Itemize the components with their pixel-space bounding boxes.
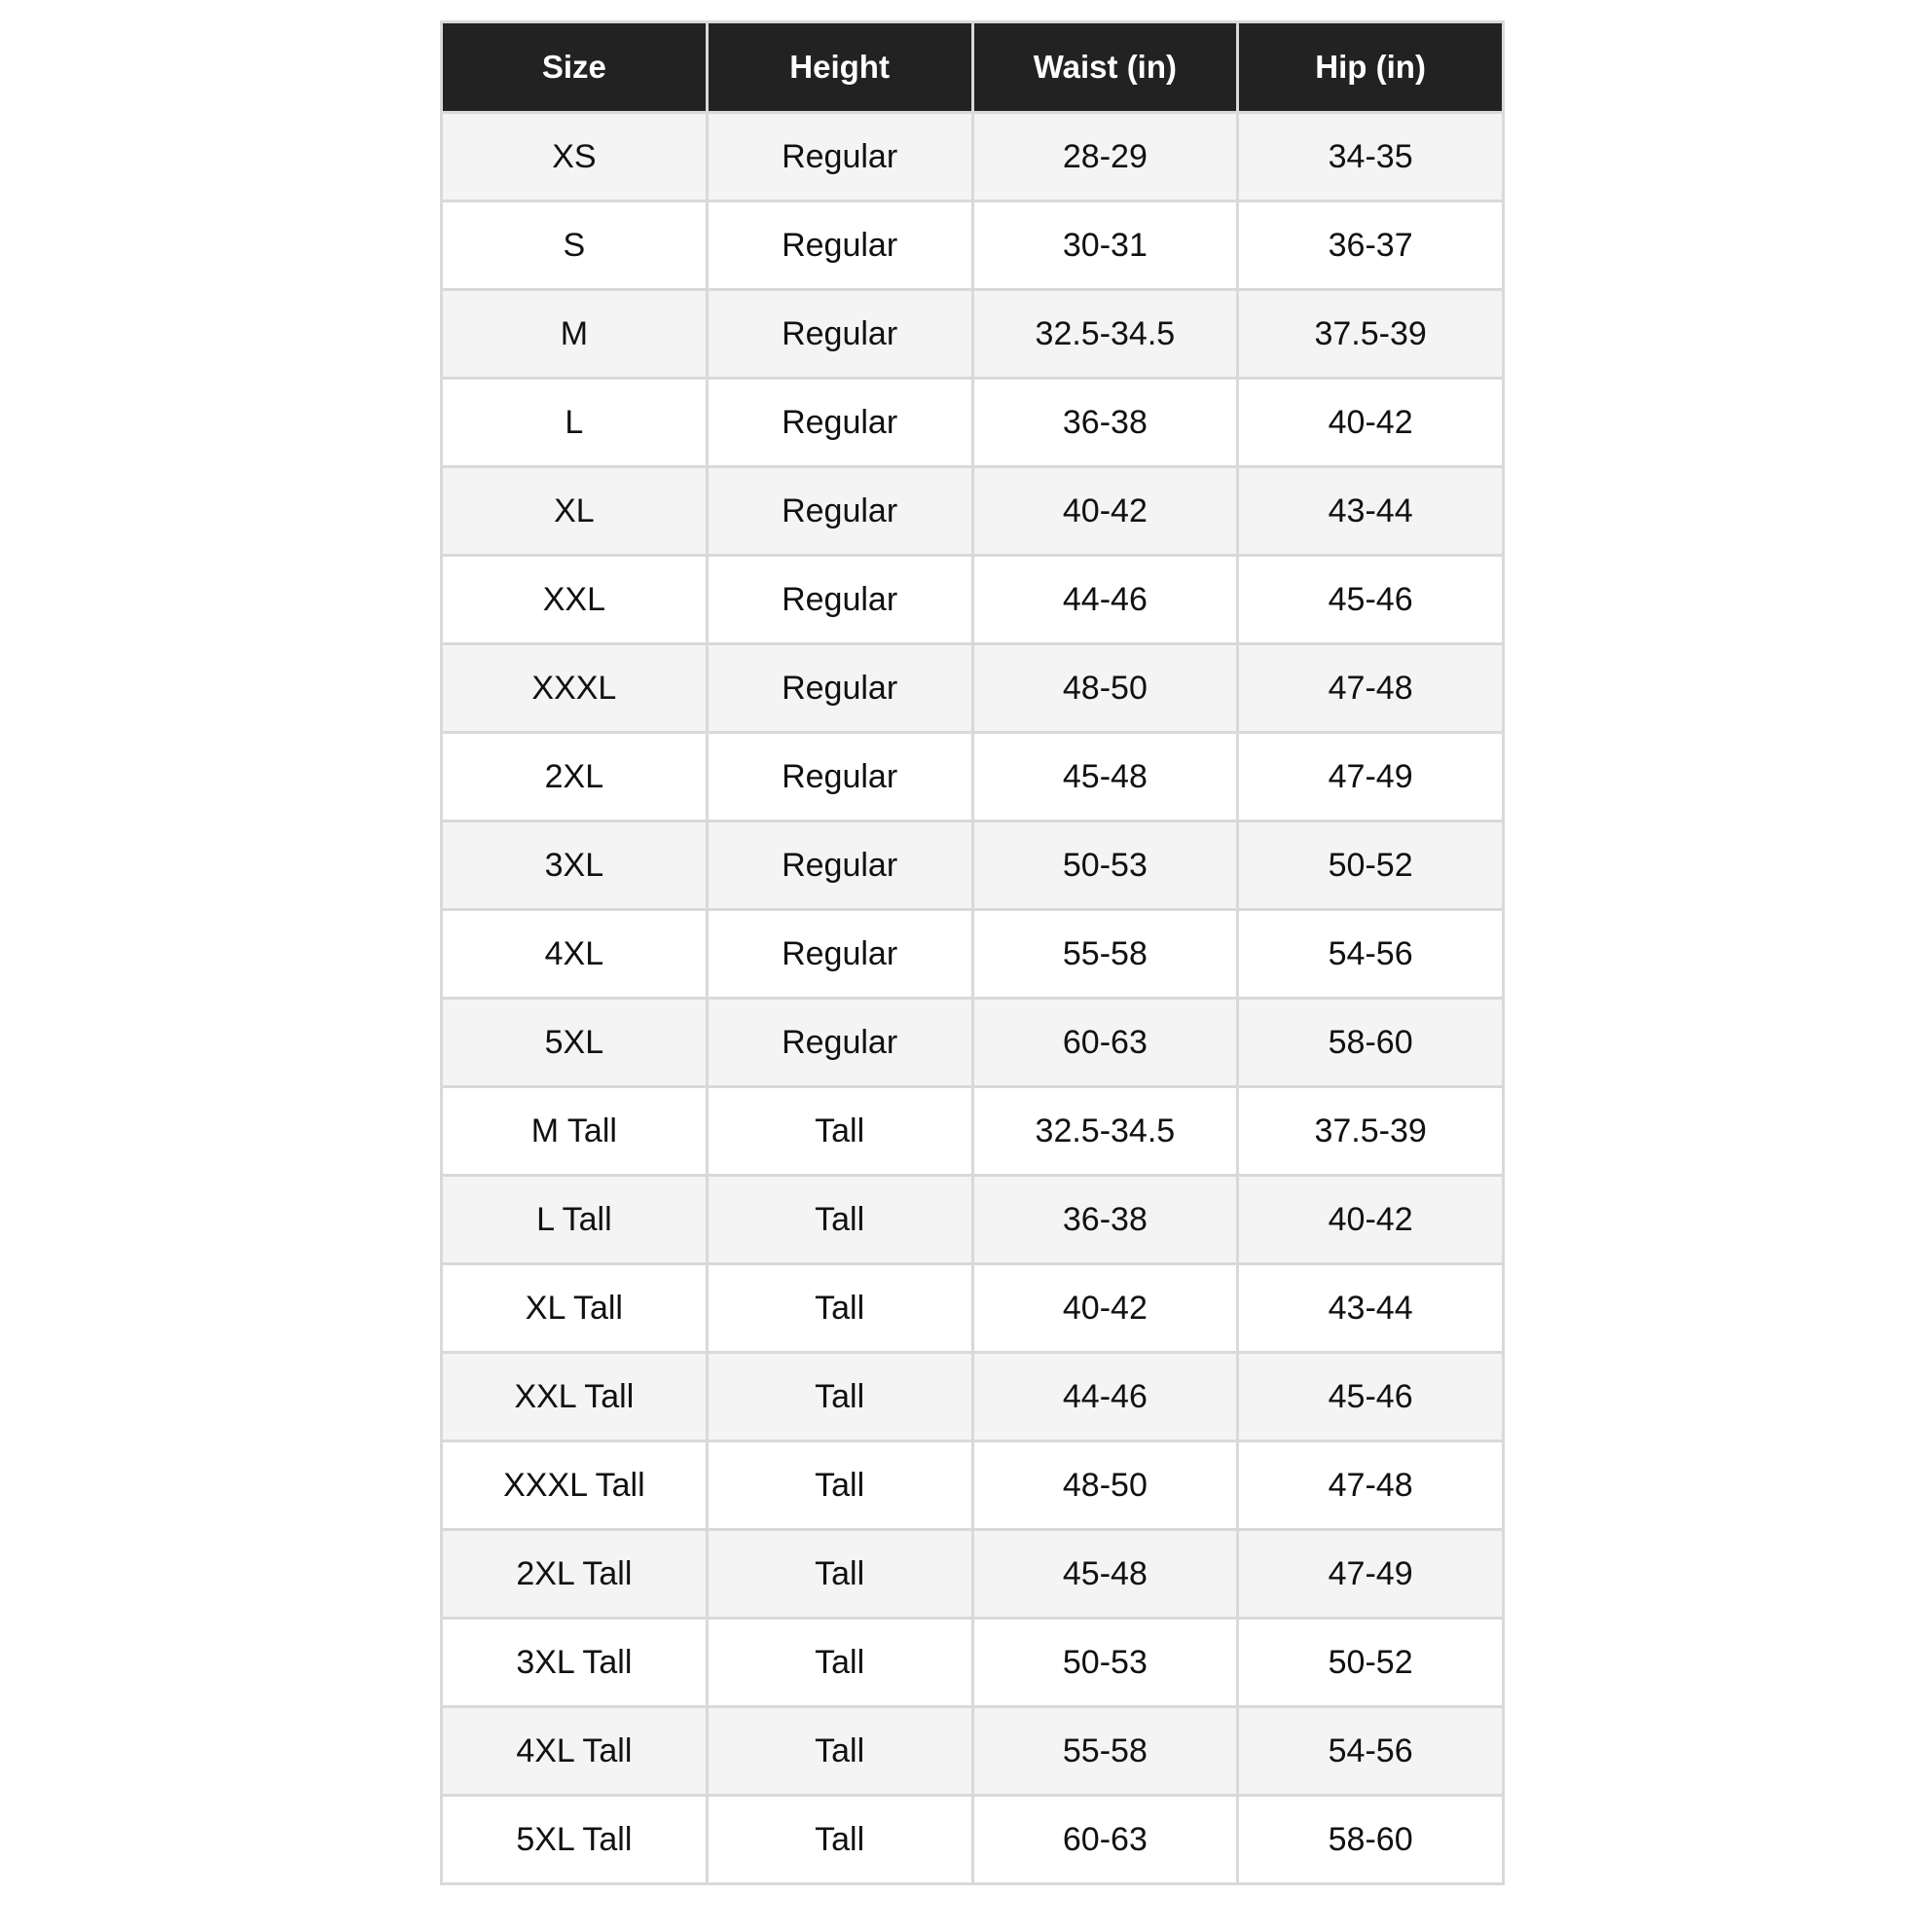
cell-height: Tall [707, 1264, 972, 1353]
cell-hip: 47-49 [1238, 733, 1504, 821]
cell-height: Tall [707, 1087, 972, 1176]
cell-waist: 60-63 [972, 1796, 1238, 1884]
cell-hip: 37.5-39 [1238, 1087, 1504, 1176]
cell-hip: 43-44 [1238, 1264, 1504, 1353]
table-row [442, 1264, 1504, 1353]
cell-size: 2XL [442, 733, 708, 821]
cell-waist: 32.5-34.5 [972, 290, 1238, 379]
cell-hip: 40-42 [1238, 379, 1504, 467]
cell-waist: 50-53 [972, 1619, 1238, 1707]
cell-waist: 60-63 [972, 999, 1238, 1087]
cell-waist: 40-42 [972, 1264, 1238, 1353]
cell-waist: 55-58 [972, 910, 1238, 999]
cell-hip: 54-56 [1238, 910, 1504, 999]
cell-hip: 34-35 [1238, 113, 1504, 201]
cell-waist: 48-50 [972, 644, 1238, 733]
cell-waist: 30-31 [972, 201, 1238, 290]
cell-size: 4XL [442, 910, 708, 999]
table-row [442, 644, 1504, 733]
cell-size: XXL [442, 556, 708, 644]
cell-height: Regular [707, 201, 972, 290]
table-row [442, 290, 1504, 379]
cell-hip: 45-46 [1238, 556, 1504, 644]
cell-height: Regular [707, 290, 972, 379]
cell-height: Regular [707, 556, 972, 644]
cell-waist: 36-38 [972, 1176, 1238, 1264]
cell-hip: 58-60 [1238, 1796, 1504, 1884]
cell-size: XXL Tall [442, 1353, 708, 1441]
cell-height: Tall [707, 1176, 972, 1264]
cell-size: 3XL Tall [442, 1619, 708, 1707]
cell-height: Regular [707, 644, 972, 733]
cell-hip: 45-46 [1238, 1353, 1504, 1441]
cell-size: L Tall [442, 1176, 708, 1264]
table-row [442, 113, 1504, 201]
cell-waist: 44-46 [972, 1353, 1238, 1441]
table-row [442, 556, 1504, 644]
cell-hip: 54-56 [1238, 1707, 1504, 1796]
cell-size: 5XL Tall [442, 1796, 708, 1884]
cell-waist: 40-42 [972, 467, 1238, 556]
cell-height: Regular [707, 821, 972, 910]
cell-size: XXXL [442, 644, 708, 733]
cell-height: Tall [707, 1353, 972, 1441]
cell-size: M Tall [442, 1087, 708, 1176]
cell-height: Regular [707, 999, 972, 1087]
cell-waist: 44-46 [972, 556, 1238, 644]
cell-hip: 37.5-39 [1238, 290, 1504, 379]
table-row [442, 910, 1504, 999]
column-header-height: Height [707, 22, 972, 113]
table-header [442, 22, 1504, 113]
table-body [442, 113, 1504, 1884]
cell-hip: 47-49 [1238, 1530, 1504, 1619]
cell-waist: 36-38 [972, 379, 1238, 467]
size-chart-table [440, 20, 1505, 1885]
cell-hip: 47-48 [1238, 644, 1504, 733]
cell-hip: 47-48 [1238, 1441, 1504, 1530]
cell-height: Regular [707, 379, 972, 467]
cell-height: Tall [707, 1530, 972, 1619]
cell-size: XXXL Tall [442, 1441, 708, 1530]
table-row [442, 1707, 1504, 1796]
table-row [442, 201, 1504, 290]
table-row [442, 1530, 1504, 1619]
cell-size: 4XL Tall [442, 1707, 708, 1796]
cell-waist: 50-53 [972, 821, 1238, 910]
table-row [442, 821, 1504, 910]
cell-hip: 36-37 [1238, 201, 1504, 290]
cell-waist: 32.5-34.5 [972, 1087, 1238, 1176]
cell-height: Tall [707, 1441, 972, 1530]
cell-size: L [442, 379, 708, 467]
cell-waist: 48-50 [972, 1441, 1238, 1530]
cell-height: Tall [707, 1619, 972, 1707]
table-row [442, 1441, 1504, 1530]
cell-waist: 45-48 [972, 733, 1238, 821]
cell-size: XL Tall [442, 1264, 708, 1353]
cell-height: Regular [707, 113, 972, 201]
column-header-waist: Waist (in) [972, 22, 1238, 113]
table-row [442, 1176, 1504, 1264]
cell-hip: 58-60 [1238, 999, 1504, 1087]
cell-size: 5XL [442, 999, 708, 1087]
cell-size: 2XL Tall [442, 1530, 708, 1619]
table-row [442, 1796, 1504, 1884]
cell-height: Tall [707, 1796, 972, 1884]
table-row [442, 1353, 1504, 1441]
cell-hip: 40-42 [1238, 1176, 1504, 1264]
cell-size: XS [442, 113, 708, 201]
cell-hip: 43-44 [1238, 467, 1504, 556]
column-header-size: Size [442, 22, 708, 113]
table-row [442, 733, 1504, 821]
table-row [442, 999, 1504, 1087]
table-row [442, 379, 1504, 467]
cell-size: S [442, 201, 708, 290]
column-header-hip: Hip (in) [1238, 22, 1504, 113]
cell-hip: 50-52 [1238, 821, 1504, 910]
table-row [442, 1087, 1504, 1176]
cell-height: Tall [707, 1707, 972, 1796]
cell-height: Regular [707, 733, 972, 821]
cell-size: XL [442, 467, 708, 556]
cell-hip: 50-52 [1238, 1619, 1504, 1707]
table-row [442, 467, 1504, 556]
cell-waist: 28-29 [972, 113, 1238, 201]
cell-size: 3XL [442, 821, 708, 910]
cell-size: M [442, 290, 708, 379]
cell-height: Regular [707, 910, 972, 999]
table-row [442, 1619, 1504, 1707]
header-row [442, 22, 1504, 113]
cell-waist: 45-48 [972, 1530, 1238, 1619]
cell-waist: 55-58 [972, 1707, 1238, 1796]
cell-height: Regular [707, 467, 972, 556]
